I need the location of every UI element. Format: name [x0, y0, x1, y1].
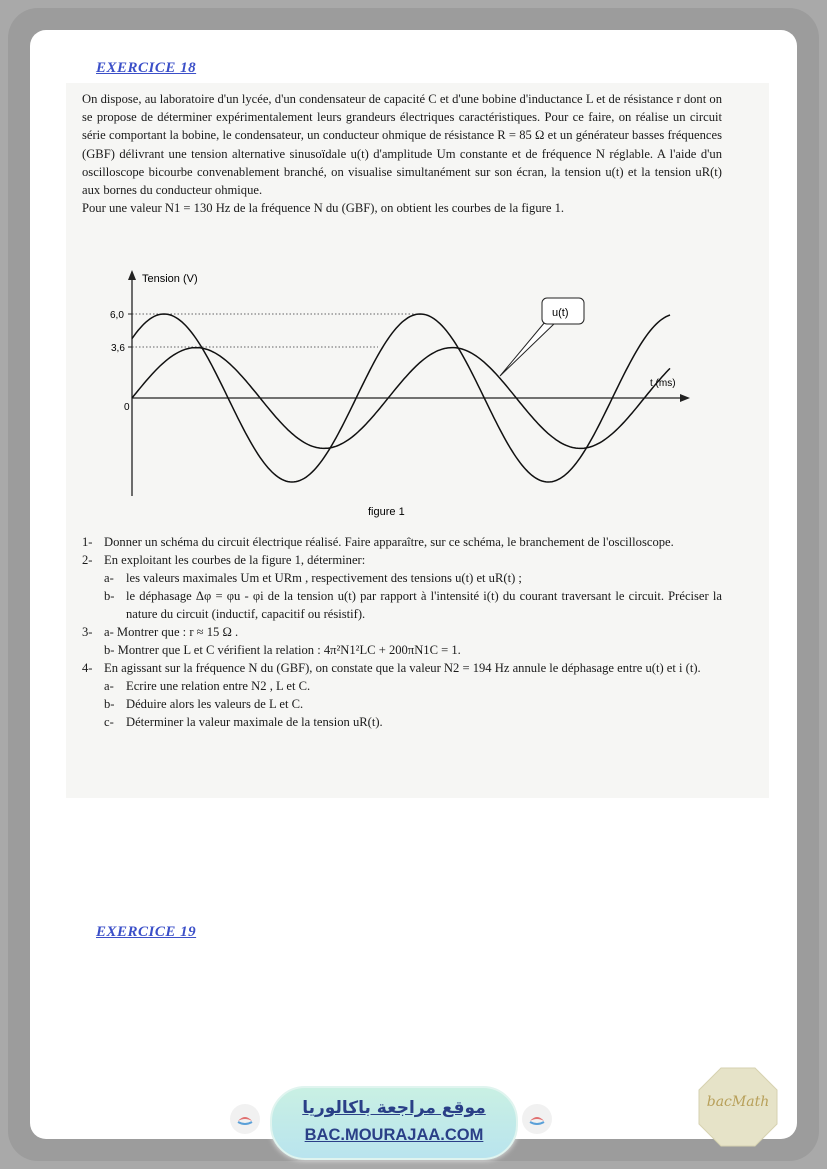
site-name-arabic[interactable]: موقع مراجعة باكالوريا [302, 1098, 486, 1118]
site-banner[interactable] [270, 1086, 518, 1160]
y-axis-arrow [128, 270, 136, 280]
question-1 [82, 533, 722, 551]
question-2b: b- le déphasage Δφ = φu - φi de la tension u(t) par rapport à l'intensité i(t) du courant traversant le circuit. Préciser la nature du circuit (inductif, capacitif ou résistif). [104, 589, 722, 621]
footer-logo-left [230, 1104, 260, 1134]
figure-1-chart [110, 268, 710, 518]
question-2 [82, 551, 722, 623]
u-label-text: u(t) [552, 307, 569, 319]
question-3b: b- Montrer que L et C vérifient la relation : 4π²N1²LC + 200πN1C = 1. [104, 643, 461, 657]
questions [82, 533, 722, 731]
site-url-link[interactable]: BAC.MOURAJAA.COM [304, 1126, 484, 1144]
y-axis-label: Tension (V) [142, 273, 198, 285]
question-3a: a- Montrer que : r ≈ 15 Ω . [104, 625, 239, 639]
exercise-18-title: EXERCICE 18 [96, 60, 197, 76]
question-number: 2- [82, 553, 93, 567]
origin-label: 0 [124, 402, 130, 413]
question-4 [82, 659, 722, 731]
badge-label: bacMath [706, 1094, 770, 1110]
question-text: Donner un schéma du circuit électrique réalisé. Faire apparaître, sur ce schéma, le branchement de l'oscilloscope. [104, 535, 674, 549]
question-4b: b- Déduire alors les valeurs de L et C. [104, 697, 304, 711]
intro-text [82, 90, 722, 217]
question-3 [82, 623, 722, 659]
x-axis-arrow [680, 394, 690, 402]
figure-caption: figure 1 [368, 506, 405, 518]
x-axis-label: t (ms) [650, 378, 676, 389]
question-number: 3- [82, 625, 93, 639]
question-number: 4- [82, 661, 93, 675]
question-2a: a- les valeurs maximales Um et URm , respectivement des tensions u(t) et uR(t) ; [104, 571, 522, 585]
question-text: En agissant sur la fréquence N du (GBF), on constate que la valeur N2 = 194 Hz annule le déphasage entre u(t) et i (t). [104, 661, 701, 675]
exercise-19-title: EXERCICE 19 [96, 924, 197, 940]
bacmath-badge [697, 1066, 779, 1148]
document-page [30, 30, 797, 1139]
tick-label-6: 6,0 [110, 310, 124, 321]
intro-paragraph-1: On dispose, au laboratoire d'un lycée, d'un condensateur de capacité C et d'une bobine d'inductance L et de résistance r dont on se propose de déterminer expérimentalement leurs grandeurs électriques caractéristiques. Pour ce faire, on réalise un circuit série comportant la bobine, le condensateur, un conducteur ohmique de résistance R = 85 Ω et un générateur basses fréquences (GBF) délivrant une tension alternative sinusoïdale u(t) d'amplitude Um constante et de fréquence N réglable. A l'aide d'un oscilloscope bicourbe convenablement branché, on visualise simultanément sur son écran, la tension u(t) et la tension uR(t) aux bornes du conducteur ohmique. [82, 92, 722, 198]
intro-paragraph-2: Pour une valeur N1 = 130 Hz de la fréquence N du (GBF), on obtient les courbes de la figure 1. [82, 201, 565, 216]
question-text: En exploitant les courbes de la figure 1, déterminer: [104, 553, 366, 567]
question-4c: c- Déterminer la valeur maximale de la tension uR(t). [104, 715, 383, 729]
tick-label-36: 3,6 [111, 343, 125, 354]
u-label-pointer [500, 316, 556, 376]
question-number: 1- [82, 535, 93, 549]
footer-logo-right [522, 1104, 552, 1134]
question-4a: a- Ecrire une relation entre N2 , L et C. [104, 679, 311, 693]
